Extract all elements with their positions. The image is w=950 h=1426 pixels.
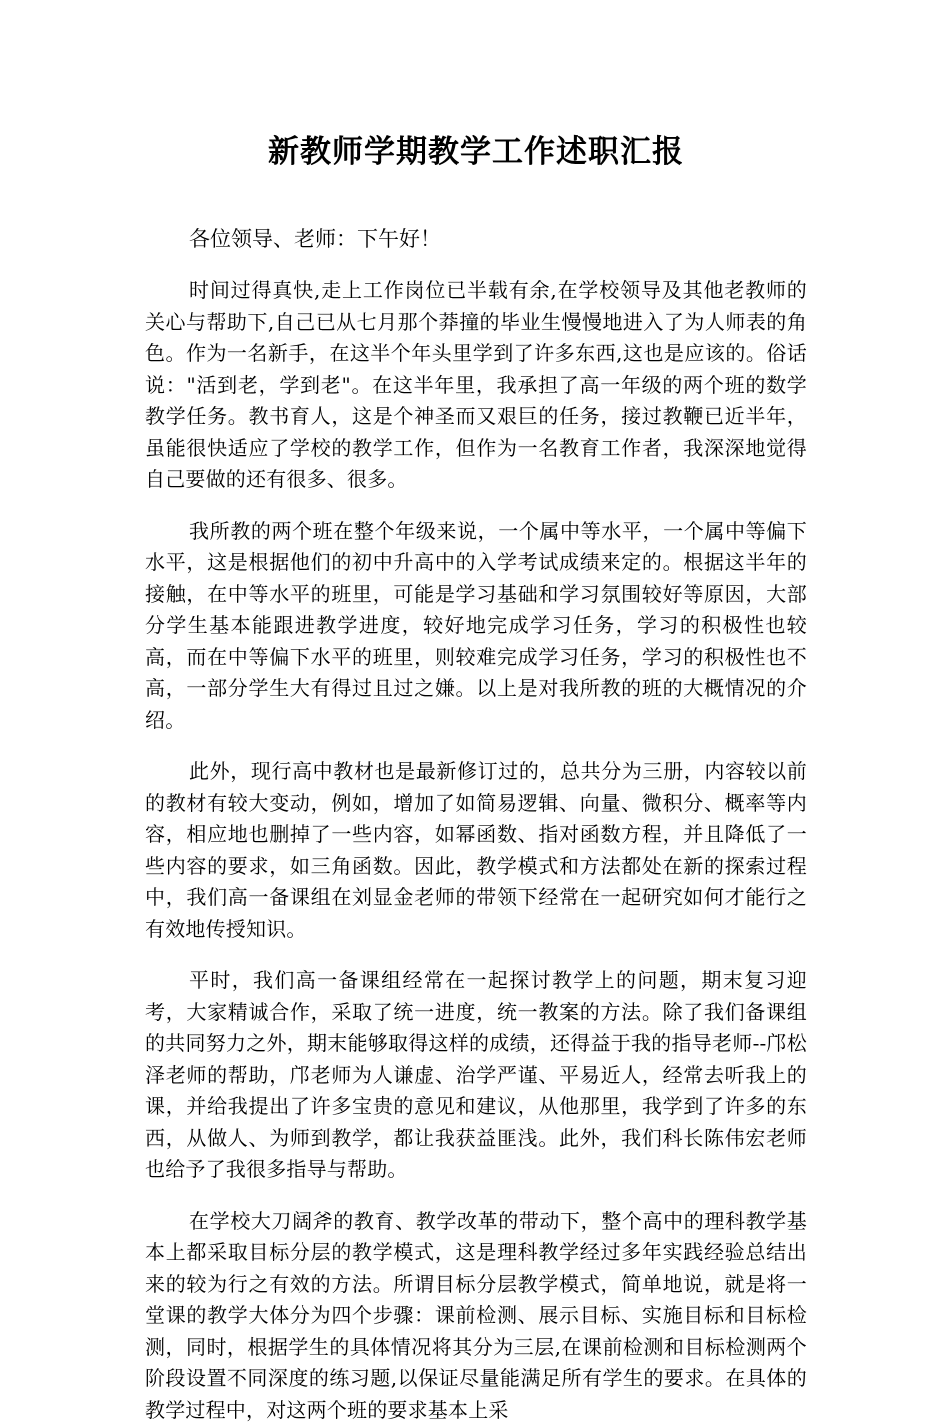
document-page bbox=[145, 0, 807, 1426]
paragraph-1: 时间过得真快,走上工作岗位已半载有余,在学校领导及其他老教师的关心与帮助下,自己已从七月那个莽撞的毕业生慢慢地进入了为人师表的角色。作为一名新手，在这半个年头里学到了许多东西,这也是应该的。俗话说："活到老，学到老"。在这半年里，我承担了高一年级的两个班的数学教学任务。教书育人，这是个神圣而又艰巨的任务，接过教鞭已近半年，虽能很快适应了学校的教学工作，但作为一名教育工作者，我深深地觉得自己要做的还有很多、很多。 bbox=[145, 275, 807, 496]
document-title: 新教师学期教学工作述职汇报 bbox=[145, 128, 807, 176]
salutation: 各位领导、老师：下午好！ bbox=[145, 224, 807, 255]
paragraph-4: 平时，我们高一备课组经常在一起探讨教学上的问题，期末复习迎考，大家精诚合作，采取了统一进度，统一教案的方法。除了我们备课组的共同努力之外，期末能够取得这样的成绩，还得益于我的指导老师--邝松泽老师的帮助，邝老师为人谦虚、治学严谨、平易近人，经常去听我上的课，并给我提出了许多宝贵的意见和建议，从他那里，我学到了许多的东西，从做人、为师到教学，都让我获益匪浅。此外，我们科长陈伟宏老师也给予了我很多指导与帮助。 bbox=[145, 965, 807, 1186]
paragraph-5: 在学校大刀阔斧的教育、教学改革的带动下，整个高中的理科教学基本上都采取目标分层的教学模式，这是理科教学经过多年实践经验总结出来的较为行之有效的方法。所谓目标分层教学模式，简单地说，就是将一堂课的教学大体分为四个步骤：课前检测、展示目标、实施目标和目标检测，同时，根据学生的具体情况将其分为三层,在课前检测和目标检测两个阶段设置不同深度的练习题,以保证尽量能满足所有学生的要求。在具体的教学过程中，对这两个班的要求基本上采 bbox=[145, 1206, 807, 1426]
paragraph-3: 此外，现行高中教材也是最新修订过的，总共分为三册，内容较以前的教材有较大变动，例如，增加了如简易逻辑、向量、微积分、概率等内容，相应地也删掉了一些内容，如幂函数、指对函数方程，并且降低了一些内容的要求，如三角函数。因此，教学模式和方法都处在新的探索过程中，我们高一备课组在刘显金老师的带领下经常在一起研究如何才能行之有效地传授知识。 bbox=[145, 756, 807, 945]
paragraph-2: 我所教的两个班在整个年级来说，一个属中等水平，一个属中等偏下水平，这是根据他们的初中升高中的入学考试成绩来定的。根据这半年的接触，在中等水平的班里，可能是学习基础和学习氛围较好等原因，大部分学生基本能跟进教学进度，较好地完成学习任务，学习的积极性也较高，而在中等偏下水平的班里，则较难完成学习任务，学习的积极性也不高，一部分学生大有得过且过之嫌。以上是对我所教的班的大概情况的介绍。 bbox=[145, 516, 807, 737]
